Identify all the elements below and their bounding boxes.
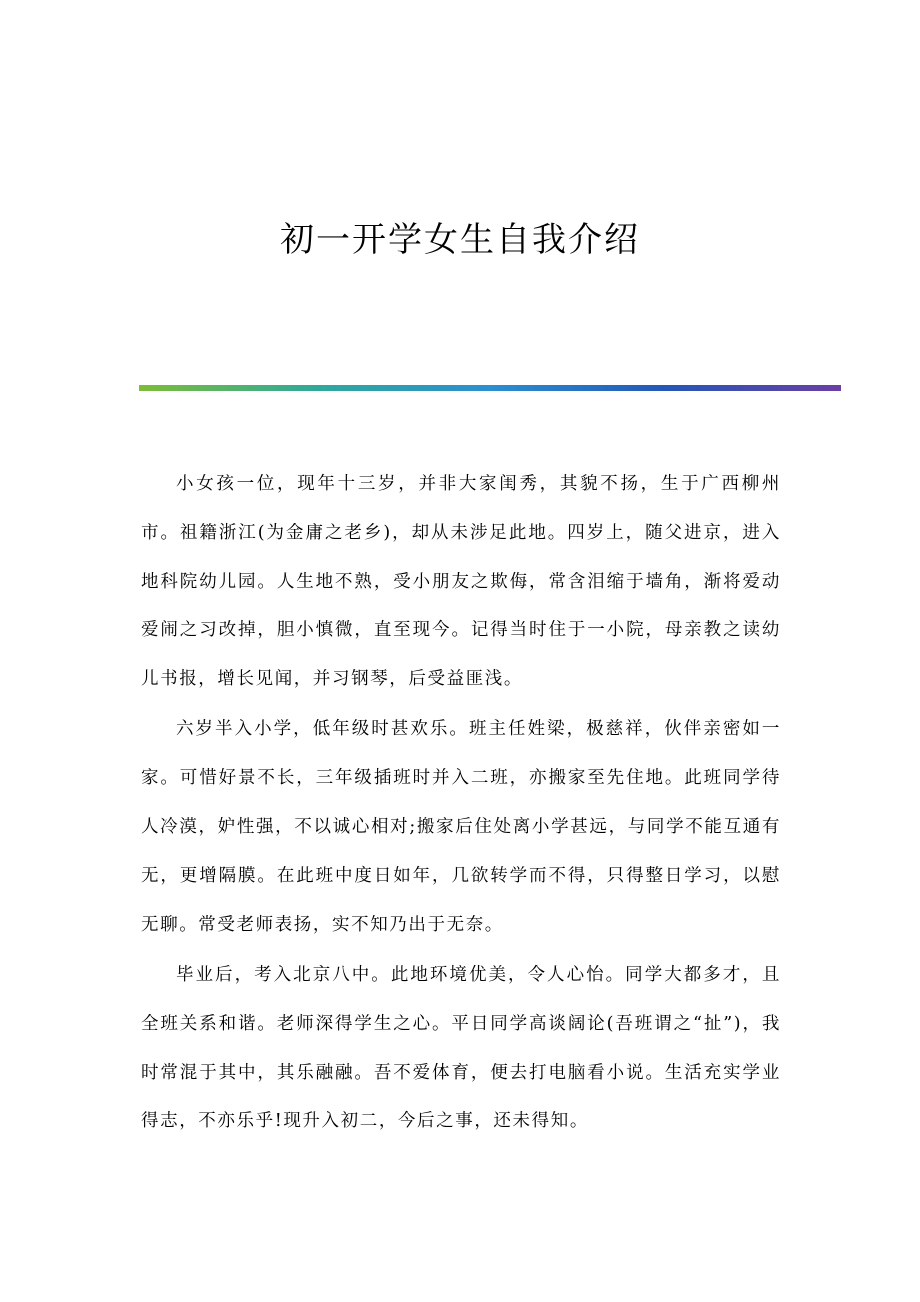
document-title: 初一开学女生自我介绍 xyxy=(280,220,640,260)
paragraph-2: 六岁半入小学，低年级时甚欢乐。班主任姓梁，极慈祥，伙伴亲密如一家。可惜好景不长，三年级插班时并入二班，亦搬家至先住地。此班同学待人冷漠，妒性强，不以诚心相对;搬家后住处离小学甚远，与同学不能互通有无，更增隔膜。在此班中度日如年，几欲转学而不得，只得整日学习，以慰无聊。常受老师表扬，实不知乃出于无奈。 xyxy=(141,719,781,935)
paragraph-1: 小女孩一位，现年十三岁，并非大家闺秀，其貌不扬，生于广西柳州市。祖籍浙江(为金庸之老乡)，却从未涉足此地。四岁上，随父进京，进入地科院幼儿园。人生地不熟，受小朋友之欺侮，常含泪缩于墙角，渐将爱动爱闹之习改掉，胆小慎微，直至现今。记得当时住于一小院，母亲教之读幼儿书报，增长见闻，并习钢琴，后受益匪浅。 xyxy=(141,474,781,690)
document-body xyxy=(141,460,781,1148)
paragraph-3: 毕业后，考入北京八中。此地环境优美，令人心怡。同学大都多才，且全班关系和谐。老师深得学生之心。平日同学高谈阔论(吾班谓之“扯”)，我时常混于其中，其乐融融。吾不爱体育，便去打电脑看小说。生活充实学业得志，不亦乐乎!现升入初二，今后之事，还未得知。 xyxy=(141,964,781,1132)
title-divider xyxy=(139,385,841,391)
